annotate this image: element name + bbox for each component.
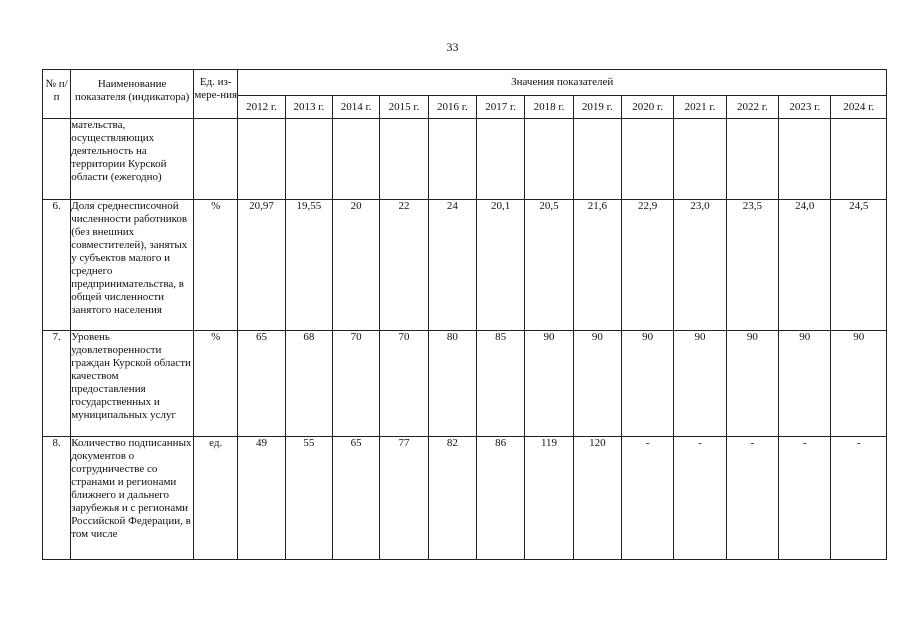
- value-cell: 86: [477, 437, 525, 560]
- value-cell: 24,5: [831, 200, 887, 331]
- value-cell: [238, 119, 285, 200]
- header-values-group: Значения показателей: [238, 70, 887, 96]
- unit-cell: [194, 119, 238, 200]
- value-cell: 22,9: [621, 200, 673, 331]
- value-cell: 49: [238, 437, 285, 560]
- year-header: 2023 г.: [779, 96, 831, 119]
- year-header: 2017 г.: [477, 96, 525, 119]
- value-cell: [674, 119, 726, 200]
- value-cell: -: [621, 437, 673, 560]
- year-header: 2015 г.: [380, 96, 428, 119]
- value-cell: [779, 119, 831, 200]
- value-cell: 20,5: [525, 200, 573, 331]
- value-cell: 90: [674, 331, 726, 437]
- value-cell: -: [831, 437, 887, 560]
- value-cell: -: [726, 437, 778, 560]
- value-cell: 80: [428, 331, 476, 437]
- indicator-name: Уровень удовлетворенности граждан Курской области качеством предоставления государственных и муниципальных услуг: [71, 331, 194, 437]
- year-header: 2021 г.: [674, 96, 726, 119]
- value-cell: 24: [428, 200, 476, 331]
- value-cell: 90: [831, 331, 887, 437]
- value-cell: [726, 119, 778, 200]
- table-row: [43, 119, 887, 200]
- year-header: 2014 г.: [333, 96, 380, 119]
- header-row: [43, 70, 887, 96]
- value-cell: 70: [380, 331, 428, 437]
- unit-cell: %: [194, 200, 238, 331]
- value-cell: 119: [525, 437, 573, 560]
- value-cell: 90: [726, 331, 778, 437]
- value-cell: -: [674, 437, 726, 560]
- row-number: 6.: [43, 200, 71, 331]
- value-cell: 23,5: [726, 200, 778, 331]
- table-row: [43, 200, 887, 331]
- value-cell: 20,1: [477, 200, 525, 331]
- year-header: 2013 г.: [285, 96, 332, 119]
- indicator-name: мательства, осуществляющих деятельность на территории Курской области (ежегодно): [71, 119, 194, 200]
- header-unit: Ед. из-мере-ния: [194, 70, 238, 119]
- unit-cell: ед.: [194, 437, 238, 560]
- row-number: [43, 119, 71, 200]
- value-cell: 90: [525, 331, 573, 437]
- indicator-name: Количество подписанных документов о сотрудничестве со странами и регионами ближнего и дальнего зарубежья и с регионами Российской Федерации, в том числе: [71, 437, 194, 560]
- indicator-name: Доля среднесписочной численности работников (без внешних совместителей), занятых у субъектов малого и среднего предпринимательства, в общей численности занятого населения: [71, 200, 194, 331]
- year-header: 2018 г.: [525, 96, 573, 119]
- value-cell: [831, 119, 887, 200]
- value-cell: 65: [238, 331, 285, 437]
- year-header: 2020 г.: [621, 96, 673, 119]
- value-cell: [477, 119, 525, 200]
- value-cell: 77: [380, 437, 428, 560]
- value-cell: 21,6: [573, 200, 621, 331]
- value-cell: 90: [573, 331, 621, 437]
- unit-cell: %: [194, 331, 238, 437]
- value-cell: [621, 119, 673, 200]
- value-cell: 85: [477, 331, 525, 437]
- header-indicator-name: Наименование показателя (индикатора): [71, 70, 194, 119]
- page-number: 33: [446, 40, 459, 54]
- value-cell: 68: [285, 331, 332, 437]
- row-number: 8.: [43, 437, 71, 560]
- value-cell: 23,0: [674, 200, 726, 331]
- value-cell: [525, 119, 573, 200]
- value-cell: 20,97: [238, 200, 285, 331]
- value-cell: 90: [779, 331, 831, 437]
- value-cell: 24,0: [779, 200, 831, 331]
- table-body: [43, 119, 887, 560]
- value-cell: 65: [333, 437, 380, 560]
- table-row: [43, 331, 887, 437]
- header-row-number: № п/п: [43, 70, 71, 119]
- indicators-table: [42, 69, 887, 560]
- value-cell: 120: [573, 437, 621, 560]
- year-header: 2022 г.: [726, 96, 778, 119]
- value-cell: [428, 119, 476, 200]
- value-cell: [285, 119, 332, 200]
- value-cell: 22: [380, 200, 428, 331]
- value-cell: [380, 119, 428, 200]
- value-cell: 19,55: [285, 200, 332, 331]
- year-header: 2019 г.: [573, 96, 621, 119]
- value-cell: 90: [621, 331, 673, 437]
- value-cell: 20: [333, 200, 380, 331]
- year-header: 2024 г.: [831, 96, 887, 119]
- value-cell: 55: [285, 437, 332, 560]
- value-cell: -: [779, 437, 831, 560]
- value-cell: 70: [333, 331, 380, 437]
- value-cell: 82: [428, 437, 476, 560]
- value-cell: [333, 119, 380, 200]
- year-header: 2012 г.: [238, 96, 285, 119]
- year-header: 2016 г.: [428, 96, 476, 119]
- table-row: [43, 437, 887, 560]
- row-number: 7.: [43, 331, 71, 437]
- value-cell: [573, 119, 621, 200]
